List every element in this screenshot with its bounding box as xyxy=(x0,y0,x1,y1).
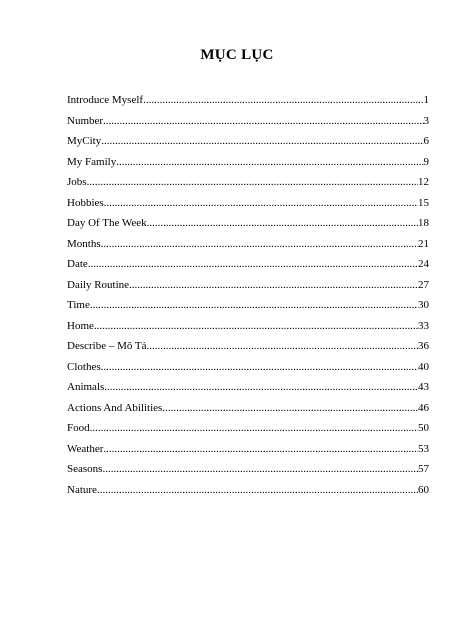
toc-entry-page-number: 9 xyxy=(423,155,429,168)
toc-entry-label: My Family xyxy=(67,155,117,168)
toc-entry-label: Describe – Mô Tả xyxy=(67,340,147,352)
toc-entry-page-number: 53 xyxy=(418,442,429,455)
toc-entry-label: Animals xyxy=(67,381,105,393)
toc-entry-label: Home xyxy=(67,319,94,332)
toc-entry-page-number: 12 xyxy=(418,176,429,188)
toc-dot-leader xyxy=(88,254,418,275)
toc-entry[interactable] xyxy=(67,254,429,275)
toc-entry[interactable] xyxy=(67,336,429,357)
toc-entry-label: Introduce Myself xyxy=(67,94,144,106)
toc-entry-page-number: 24 xyxy=(418,258,429,270)
toc-entry-label: Hobbies xyxy=(67,196,104,209)
toc-entry-page-number: 6 xyxy=(423,135,429,147)
toc-dot-leader xyxy=(90,295,418,316)
toc-dot-leader xyxy=(90,418,418,439)
toc-entry-page-number: 15 xyxy=(418,196,429,209)
toc-entry-page-number: 57 xyxy=(418,463,429,475)
toc-entry[interactable] xyxy=(67,439,429,460)
toc-dot-leader xyxy=(87,172,418,193)
toc-entry-label: Months xyxy=(67,237,101,250)
toc-entry[interactable] xyxy=(67,172,429,193)
toc-entry-page-number: 1 xyxy=(423,94,429,106)
toc-entry-page-number: 36 xyxy=(418,340,429,352)
toc-entry[interactable] xyxy=(67,213,429,234)
toc-entry-page-number: 18 xyxy=(418,217,429,229)
toc-dot-leader xyxy=(104,377,418,398)
toc-dot-leader xyxy=(147,336,418,357)
toc-entry-label: MyCity xyxy=(67,135,102,147)
toc-dot-leader xyxy=(102,459,418,480)
toc-entry-page-number: 43 xyxy=(418,381,429,393)
toc-entry-label: Time xyxy=(67,299,90,311)
toc-entry[interactable] xyxy=(67,295,429,316)
table-of-contents xyxy=(67,90,429,500)
toc-entry-page-number: 21 xyxy=(418,237,429,250)
toc-entry-label: Day Of The Week xyxy=(67,217,147,229)
toc-entry[interactable] xyxy=(67,275,429,296)
toc-entry-label: Seasons xyxy=(67,463,103,475)
toc-entry-label: Food xyxy=(67,422,90,434)
toc-dot-leader xyxy=(143,90,423,111)
toc-entry-label: Nature xyxy=(67,483,97,496)
toc-entry-page-number: 27 xyxy=(418,278,429,291)
toc-entry-label: Number xyxy=(67,114,104,127)
toc-entry-page-number: 3 xyxy=(423,114,429,127)
toc-entry-page-number: 50 xyxy=(418,422,429,434)
toc-entry[interactable] xyxy=(67,193,429,214)
toc-entry[interactable] xyxy=(67,234,429,255)
toc-dot-leader xyxy=(97,480,418,501)
toc-entry-label: Daily Routine xyxy=(67,278,130,291)
toc-entry-label: Actions And Abilities xyxy=(67,401,163,414)
toc-dot-leader xyxy=(94,316,418,337)
toc-entry[interactable] xyxy=(67,131,429,152)
toc-dot-leader xyxy=(101,234,418,255)
toc-dot-leader xyxy=(103,111,423,132)
toc-entry-page-number: 40 xyxy=(418,360,429,373)
toc-entry[interactable] xyxy=(67,377,429,398)
toc-entry[interactable] xyxy=(67,111,429,132)
toc-entry-label: Date xyxy=(67,258,88,270)
page-title: MỤC LỤC xyxy=(200,47,274,63)
toc-dot-leader xyxy=(101,131,423,152)
toc-entry[interactable] xyxy=(67,398,429,419)
toc-entry-label: Weather xyxy=(67,442,104,455)
toc-dot-leader xyxy=(104,193,418,214)
toc-dot-leader xyxy=(147,213,418,234)
toc-entry[interactable] xyxy=(67,90,429,111)
toc-entry-page-number: 33 xyxy=(418,319,429,332)
toc-entry-label: Jobs xyxy=(67,176,87,188)
toc-entry-label: Clothes xyxy=(67,360,101,373)
toc-dot-leader xyxy=(129,275,418,296)
toc-dot-leader xyxy=(116,152,423,173)
toc-entry-page-number: 46 xyxy=(418,401,429,414)
toc-dot-leader xyxy=(103,439,418,460)
toc-entry[interactable] xyxy=(67,357,429,378)
toc-entry[interactable] xyxy=(67,480,429,501)
toc-dot-leader xyxy=(101,357,418,378)
toc-entry[interactable] xyxy=(67,316,429,337)
toc-entry[interactable] xyxy=(67,459,429,480)
toc-entry[interactable] xyxy=(67,152,429,173)
toc-dot-leader xyxy=(162,398,418,419)
toc-entry[interactable] xyxy=(67,418,429,439)
toc-entry-page-number: 60 xyxy=(418,483,429,496)
toc-entry-page-number: 30 xyxy=(418,299,429,311)
